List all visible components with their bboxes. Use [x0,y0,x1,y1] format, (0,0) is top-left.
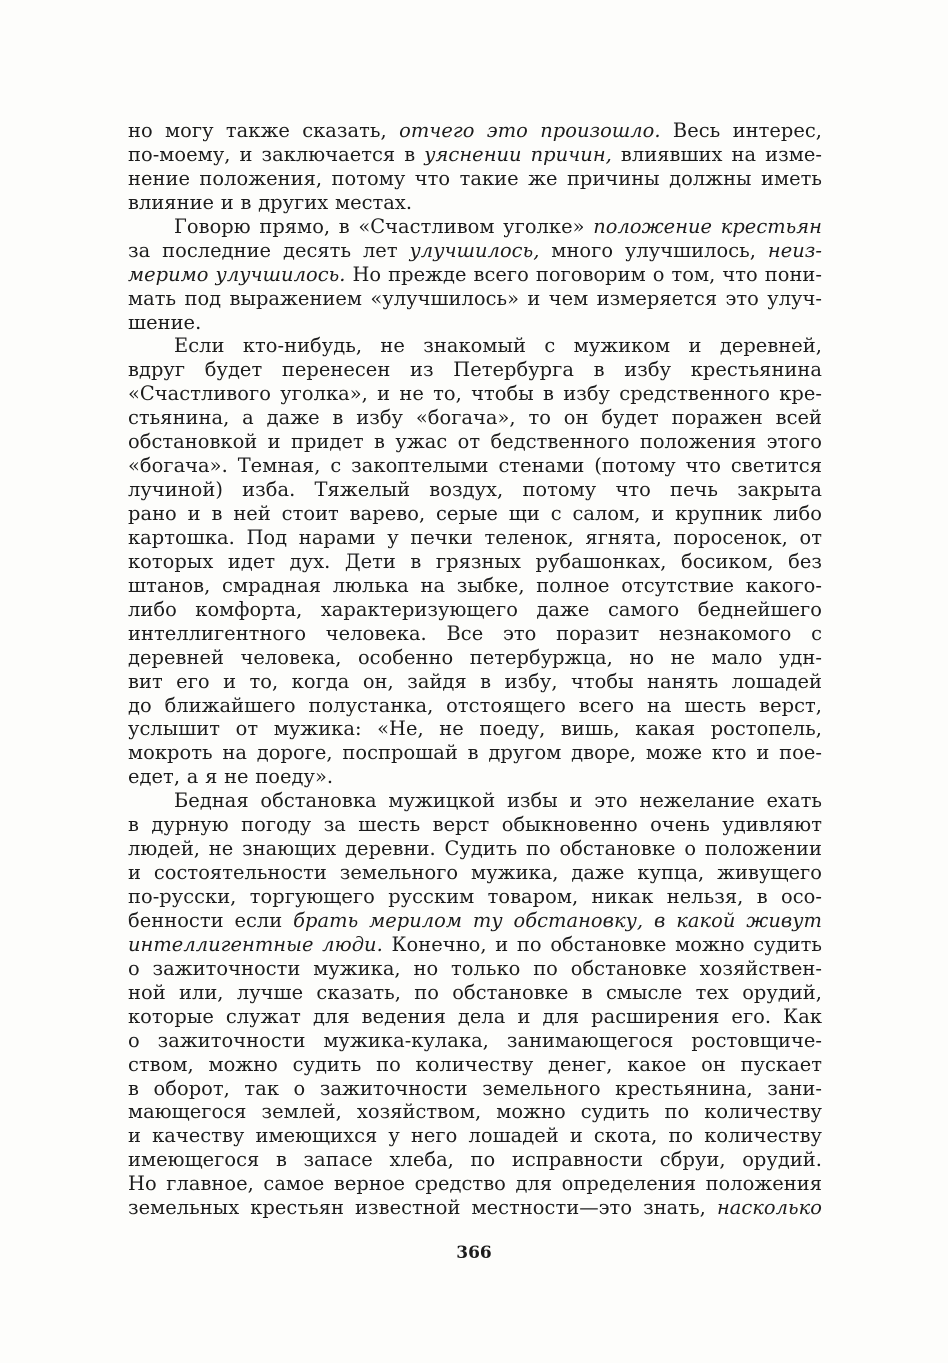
text-line [128,454,822,478]
text-line [128,909,822,933]
italic-text: отчего это произошло. [399,119,661,142]
text-line [128,933,822,957]
text-run: «Счастливого уголка», и не то, чтобы в избу средственного кре- [128,382,822,406]
text-line [128,478,822,502]
paragraph [128,789,822,1220]
text-run: мать под выражением «улучшилось» и чем измеряется это улуч- [128,286,822,310]
text-run: ной или, лучше сказать, по обстановке в смысле тех орудий, [128,980,822,1004]
text-line [128,502,822,526]
text-line [128,837,822,861]
text-run: имеющегося в запасе хлеба, по исправности сбруи, орудий. [128,1148,822,1172]
italic-text: уяснении причин, [424,142,612,166]
text-line [128,1053,822,1077]
text-run: влиявших на изме- [611,142,822,166]
text-line [128,215,822,239]
text-line [128,311,822,335]
text-line [128,813,822,837]
text-line [128,1005,822,1029]
text-run: мокроть на дороге, поспрошай в другом дворе, може кто и пое- [128,741,822,765]
text-line [128,1148,822,1172]
text-line [128,119,822,143]
text-line [128,334,822,358]
text-line [128,358,822,382]
text-run: стьянина, а даже в избу «богача», то он будет поражен всей [128,406,822,430]
text-run: штанов, смрадная люлька на зыбке, полное отсутствие какого- [128,573,822,597]
text-run: либо комфорта, характеризующего даже самого беднейшего [128,597,822,621]
text-line [128,1077,822,1101]
text-line [128,598,822,622]
italic-text: меримо улучшилось. [128,262,346,286]
italic-text: неиз- [767,238,822,262]
text-run: вит его и то, когда он, зайдя в избу, чтобы нанять лошадей [128,669,822,693]
text-run: деревней человека, особенно петербуржца, но не мало удн- [128,645,822,669]
text-line [128,885,822,909]
text-run: картошка. Под нарами у печки теленок, ягнята, поросенок, от [128,525,822,549]
text-run: но могу также сказать, [128,119,400,142]
text-run: шение. [128,310,202,334]
text-run: нение положения, потому что такие же причины должны иметь [128,166,822,190]
italic-text: брать мерилом ту обстановку, в какой живут [293,908,822,932]
text-run: людей, не знающих деревни. Судить по обстановке о положении [128,837,822,861]
text-line [128,622,822,646]
text-line [128,646,822,670]
text-line [128,263,822,287]
text-line [128,741,822,765]
text-run: и качеству имеющихся у него лошадей и скота, по количеству [128,1124,822,1148]
text-line [128,574,822,598]
text-line [128,957,822,981]
text-line [128,717,822,741]
text-run: Но главное, самое верное средство для определения положения [128,1172,822,1196]
text-line [128,694,822,718]
text-run: мающегося землей, хозяйством, можно судить по количеству [128,1100,822,1124]
text-line [128,406,822,430]
text-run: за последние десять лет [128,238,410,262]
paragraph [128,334,822,789]
italic-text: насколько [716,1196,822,1220]
text-line [128,430,822,454]
text-run: бенности если [128,908,294,932]
text-line [128,382,822,406]
text-line [128,526,822,550]
text-line [128,1196,822,1220]
text-run: о зажиточности мужика-кулака, занимающегося ростовщиче- [128,1028,822,1052]
text-run: влияние и в других местах. [128,190,413,214]
text-run: вдруг будет перенесен из Петербурга в избу крестьянина [128,358,822,382]
text-run: Весь интерес, [660,119,822,142]
text-run: о зажиточности мужика, но только по обстановке хозяйствен- [128,956,822,980]
italic-text: интеллигентные люди. [128,932,383,956]
text-line [128,1124,822,1148]
text-line [128,167,822,191]
text-run: Но прежде всего поговорим о том, что пони- [345,262,822,286]
italic-text: положение крестьян [593,214,822,238]
paragraph [128,215,822,335]
text-run: услышит от мужика: «Не, не поеду, вишь, какая ростопель, [128,717,822,741]
text-line [128,239,822,263]
text-run: Если кто-нибудь, не знакомый с мужиком и деревней, [174,334,822,358]
text-run: Конечно, и по обстановке можно судить [382,932,822,956]
text-line [128,1172,822,1196]
text-run: Говорю прямо, в «Счастливом уголке» [174,214,594,238]
text-run: рано и в ней стоит варево, серые щи с салом, и крупник либо [128,502,822,525]
text-run: едет, а я не поеду». [128,765,334,789]
text-line [128,1029,822,1053]
text-run: до ближайшего полустанка, отстоящего всего на шесть верст, [128,693,822,717]
text-line [128,191,822,215]
text-run: Бедная обстановка мужицкой избы и это нежелание ехать [174,789,822,813]
text-line [128,765,822,789]
text-run: «богача». Темная, с закоптелыми стенами (потому что светится [128,454,822,478]
text-run: ством, можно судить по количеству денег, какое он пускает [128,1052,822,1076]
text-run: которые служат для ведения дела и для расширения его. Как [128,1004,822,1028]
text-run: по-русски, торгующего русским товаром, никак нельзя, в осо- [128,885,822,908]
text-line [128,143,822,167]
text-run: которых идет дух. Дети в грязных рубашонках, босиком, без [128,549,822,573]
text-run: в оборот, так о зажиточности земельного крестьянина, зани- [128,1076,822,1100]
text-line [128,981,822,1005]
text-line [128,287,822,311]
text-run: и состоятельности земельного мужика, даже купца, живущего [128,861,822,885]
text-line [128,1100,822,1124]
text-line [128,861,822,885]
text-line [128,670,822,694]
text-line [128,550,822,574]
text-run: много улучшилось, [539,238,768,262]
text-run: лучиной) изба. Тяжелый воздух, потому что печь закрыта [128,478,822,502]
text-run: земельных крестьян известной местности—это знать, [128,1196,717,1220]
text-run: обстановкой и придет в ужас от бедственного положения этого [128,430,822,454]
text-run: в дурную погоду за шесть верст обыкновенно очень удивляют [128,813,822,837]
paragraph [128,119,822,215]
text-run: по-моему, и заключается в [128,142,425,166]
body-text [128,119,822,1220]
italic-text: улучшилось, [409,238,540,262]
text-line [128,789,822,813]
text-run: интеллигентного человека. Все это поразит незнакомого с [128,621,822,645]
page-number: 366 [456,1243,492,1263]
